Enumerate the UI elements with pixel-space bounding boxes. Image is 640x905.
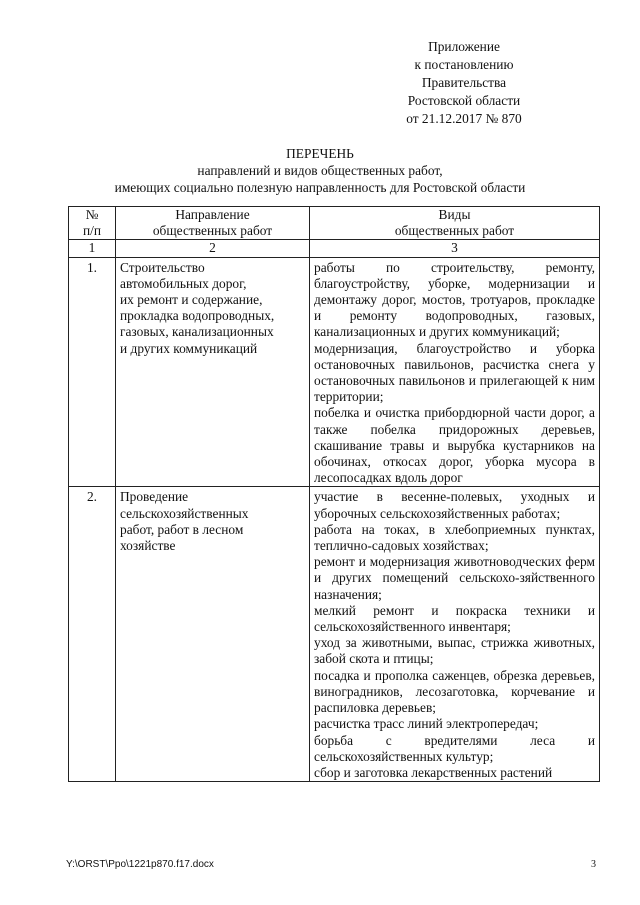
kind-item: мелкий ремонт и покраска техники и сельскохозяйственного инвентаря; bbox=[314, 602, 595, 635]
kind-item: участие в весенне-полевых, уходных и уборочных сельскохозяйственных работах; bbox=[314, 489, 595, 521]
kind-item: работы по строительству, ремонту, благоустройству, уборке, модернизации и демонтажу дорог, мостов, тротуаров, прокладке и ремонту водопроводных, газовых, канализационных и других коммуникаций; bbox=[314, 259, 595, 340]
column-number-row bbox=[69, 240, 600, 257]
direction-line: и других коммуникаций bbox=[120, 340, 258, 356]
title-heading: ПЕРЕЧЕНЬ bbox=[286, 146, 354, 161]
row-kinds bbox=[310, 487, 600, 782]
row-number: 2. bbox=[69, 487, 116, 782]
direction-line: Проведение bbox=[120, 489, 189, 505]
header-text: общественных работ bbox=[152, 223, 273, 239]
footer-file-path: Y:\ORST\Ppo\1221p870.f17.docx bbox=[66, 859, 214, 870]
kind-item: посадка и прополка саженцев, обрезка деревьев, виноградников, лесозаготовка, корчевание и распиловка деревьев; bbox=[314, 667, 595, 716]
kind-item: сбор и заготовка лекарственных растений bbox=[314, 764, 553, 780]
column-number: 3 bbox=[310, 240, 600, 257]
works-table bbox=[68, 206, 600, 782]
direction-line: сельскохозяйственных bbox=[120, 505, 249, 521]
header-text: п/п bbox=[82, 223, 102, 239]
table-header-row bbox=[69, 207, 600, 240]
kind-item: расчистка трасс линий электропередач; bbox=[314, 716, 539, 732]
direction-line: Строительство bbox=[120, 259, 205, 275]
appendix-line: Ростовской области bbox=[407, 93, 521, 108]
table-row bbox=[69, 487, 600, 782]
header-direction bbox=[116, 207, 310, 240]
kind-item: борьба с вредителями леса и сельскохозяйственных культур; bbox=[314, 732, 595, 764]
header-kinds bbox=[310, 207, 600, 240]
kind-item: модернизация, благоустройство и уборка остановочных павильонов, расчистка снега у остановочных павильонов и прилегающей к ним территории; bbox=[314, 340, 595, 405]
header-text: Направление bbox=[175, 207, 250, 222]
column-number: 2 bbox=[116, 240, 310, 257]
row-kinds bbox=[310, 257, 600, 487]
header-text: общественных работ bbox=[394, 223, 515, 239]
header-text: Виды bbox=[438, 207, 471, 222]
header-text: № bbox=[85, 207, 99, 222]
header-num bbox=[69, 207, 116, 240]
document-title bbox=[0, 145, 640, 196]
kind-item: работа на токах, в хлебоприемных пунктах, теплично-садовых хозяйствах; bbox=[314, 521, 595, 554]
title-line: направлений и видов общественных работ, bbox=[197, 163, 443, 178]
title-line: имеющих социально полезную направленность для Ростовской области bbox=[114, 180, 526, 195]
direction-line: работ, работ в лесном bbox=[120, 521, 244, 537]
direction-line: газовых, канализационных bbox=[120, 324, 274, 340]
kind-item: побелка и очистка прибордюрной части дорог, а также побелка придорожных деревьев, скашивание травы и вырубка кустарников на обочинах, откосах дорог, уборка мусора в лесопосадках вдоль дорог bbox=[314, 405, 595, 486]
appendix-line: к постановлению bbox=[414, 57, 514, 72]
kind-item: ремонт и модернизация животноводческих ферм и других помещений сельскохо-зяйственного назначения; bbox=[314, 554, 595, 602]
direction-line: автомобильных дорог, bbox=[120, 275, 247, 291]
direction-line: хозяйстве bbox=[120, 538, 176, 554]
direction-line: их ремонт и содержание, bbox=[120, 292, 263, 308]
row-direction bbox=[116, 487, 310, 782]
table-row bbox=[69, 257, 600, 487]
appendix-line: Приложение bbox=[428, 39, 500, 54]
column-number: 1 bbox=[69, 240, 116, 257]
appendix-line: от 21.12.2017 № 870 bbox=[406, 111, 522, 126]
kind-item: уход за животными, выпас, стрижка животных, забой скота и птицы; bbox=[314, 635, 595, 667]
page-number: 3 bbox=[591, 859, 596, 870]
appendix-line: Правительства bbox=[421, 75, 507, 90]
direction-line: прокладка водопроводных, bbox=[120, 308, 275, 324]
appendix-block bbox=[364, 38, 564, 128]
row-number: 1. bbox=[69, 257, 116, 487]
row-direction bbox=[116, 257, 310, 487]
